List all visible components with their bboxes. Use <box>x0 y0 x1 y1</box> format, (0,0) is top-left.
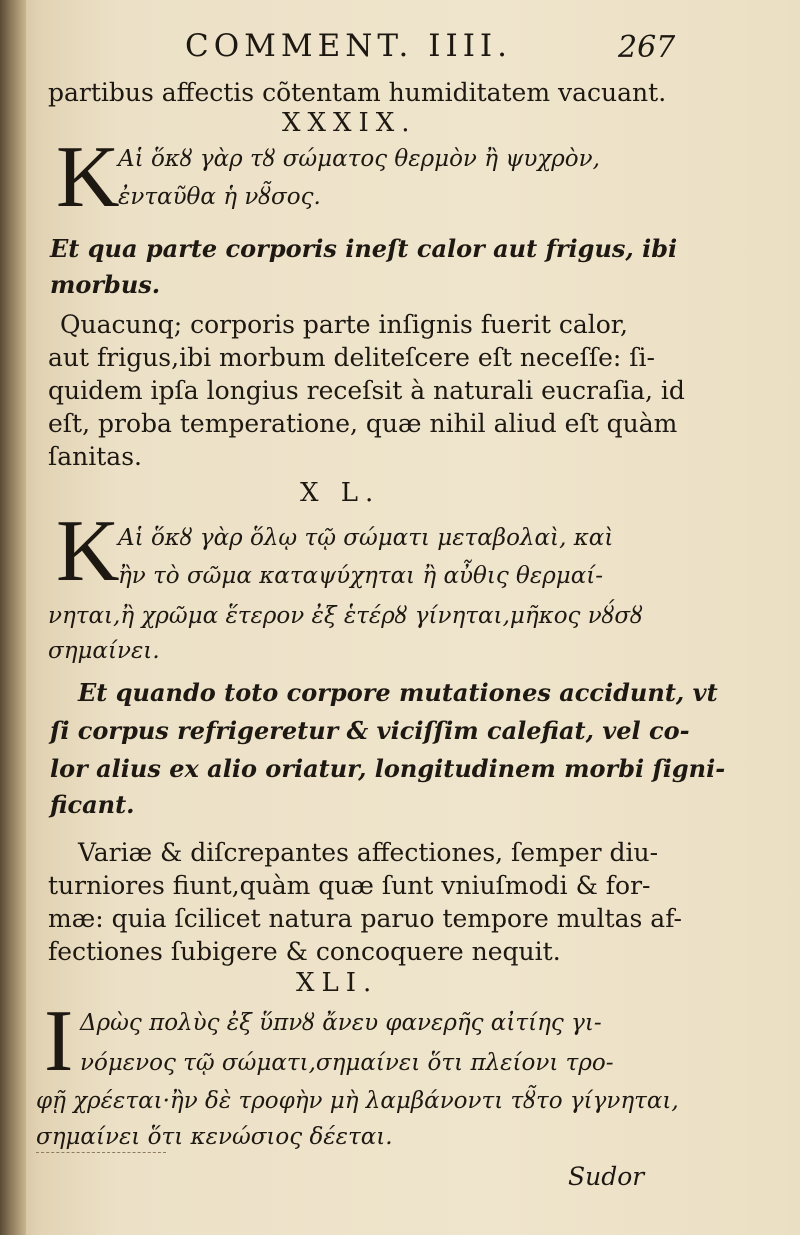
commentary-line: Variæ & diſcrepantes affectiones, ſemper diu- <box>78 838 659 867</box>
page-number: 267 <box>618 30 676 65</box>
commentary-line: ſanitas. <box>48 442 142 471</box>
page-gutter <box>0 0 26 1235</box>
greek-line: φῇ χρέεται·ἢν δὲ τροφὴν μὴ λαμβάνοντι τȣ̃το γίγνηται, <box>36 1088 679 1114</box>
section-number: X L. <box>300 478 381 508</box>
commentary-line: fectiones ſubigere & concoquere nequit. <box>48 937 561 966</box>
running-header: COMMENT. IIII. <box>185 28 513 64</box>
latin-translation-line: Et qua parte corporis ineſt calor aut frigus, ibi <box>50 234 678 263</box>
greek-line: ἢν τὸ σῶμα καταψύχηται ἢ αὖθις θερμαί- <box>118 563 604 589</box>
commentary-line: mæ: quia ſcilicet natura paruo tempore multas af- <box>48 904 683 933</box>
commentary-line: turniores fiunt,quàm quæ ſunt vniuſmodi & for- <box>48 871 651 900</box>
greek-line: σημαίνει. <box>48 638 160 664</box>
section-number: XXXIX. <box>282 108 417 138</box>
latin-translation-line: ſi corpus refrigeretur & viciſſim calefiat, vel co- <box>50 716 690 745</box>
commentary-line: aut frigus,ibi morbum deliteſcere eſt neceſſe: ſi- <box>48 343 655 372</box>
greek-line: νηται,ἢ χρῶμα ἕτερον ἐξ ἑτέρȣ γίνηται,μῆκος νȣ́σȣ <box>48 603 643 629</box>
latin-translation-line: Et quando toto corpore mutationes accidunt, vt <box>78 678 718 707</box>
commentary-line: Quacunq; corporis parte inſignis fuerit calor, <box>60 310 628 339</box>
latin-translation-line: morbus. <box>50 270 161 299</box>
greek-line: σημαίνει ὅτι κενώσιος δέεται. <box>36 1124 393 1150</box>
top-line: partibus affectis cõtentam humiditatem vacuant. <box>48 78 667 107</box>
latin-translation-line: lor alius ex alio oriatur, longitudinem morbi ſigni- <box>50 754 726 783</box>
section-number: XLI. <box>296 968 379 998</box>
commentary-line: eſt, proba temperatione, quæ nihil aliud eſt quàm <box>48 409 678 438</box>
drop-capital: K <box>56 503 120 600</box>
commentary-line: quidem ipſa longius receſsit à naturali eucraſia, id <box>48 376 685 405</box>
latin-translation-line: ficant. <box>50 790 135 819</box>
greek-line: Αἱ ὅκȣ γὰρ τȣ σώματος θερμὸν ἢ ψυχρὸν, <box>118 146 600 172</box>
drop-capital: K <box>56 129 120 226</box>
bottom-rule <box>36 1152 166 1153</box>
greek-line: ἐνταῦθα ἡ νȣ̃σος. <box>118 184 321 210</box>
drop-capital: I <box>44 993 74 1090</box>
greek-line: νόμενος τῷ σώματι,σημαίνει ὅτι πλείονι τρο- <box>80 1050 614 1076</box>
greek-line: Αἱ ὅκȣ γὰρ ὅλῳ τῷ σώματι μεταβολαὶ, καὶ <box>118 525 614 551</box>
greek-line: Δρὼς πολὺς ἐξ ὕπνȣ ἄνευ φανερῆς αἰτίης γι- <box>80 1010 602 1036</box>
catchword: Sudor <box>568 1162 645 1191</box>
